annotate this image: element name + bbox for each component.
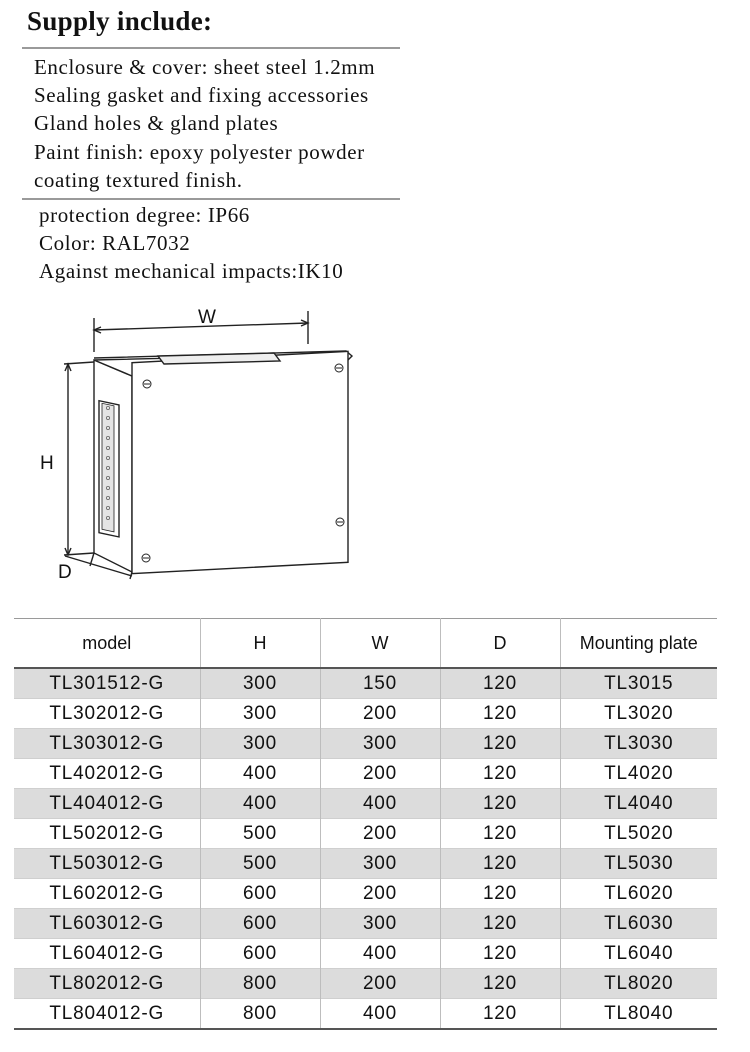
property-item: Against mechanical impacts:IK10 xyxy=(39,259,344,284)
table-row xyxy=(14,909,717,939)
mounting-plate-cell: TL8040 xyxy=(560,999,717,1030)
mounting-plate-cell: TL4040 xyxy=(560,789,717,819)
mounting-plate-cell: TL3030 xyxy=(560,729,717,759)
column-header-d: D xyxy=(440,619,560,669)
height-cell: 400 xyxy=(200,789,320,819)
mounting-plate-cell: TL8020 xyxy=(560,969,717,999)
height-cell: 300 xyxy=(200,699,320,729)
mounting-plate-cell: TL6020 xyxy=(560,879,717,909)
table-body xyxy=(14,668,717,1029)
width-cell: 400 xyxy=(320,999,440,1030)
property-list xyxy=(39,201,343,286)
height-cell: 500 xyxy=(200,819,320,849)
model-cell: TL404012-G xyxy=(14,789,200,819)
supply-item: Gland holes & gland plates xyxy=(34,111,279,136)
depth-cell: 120 xyxy=(440,729,560,759)
mounting-plate-cell: TL5030 xyxy=(560,849,717,879)
supply-item: Enclosure & cover: sheet steel 1.2mm xyxy=(34,55,376,79)
column-header-h: H xyxy=(200,619,320,669)
height-dimension xyxy=(64,362,94,555)
depth-cell: 120 xyxy=(440,939,560,969)
table-row xyxy=(14,969,717,999)
model-cell: TL503012-G xyxy=(14,849,200,879)
supply-item: coating textured finish. xyxy=(34,167,243,192)
depth-cell: 120 xyxy=(440,879,560,909)
model-cell: TL604012-G xyxy=(14,939,200,969)
width-cell: 200 xyxy=(320,879,440,909)
table-row xyxy=(14,939,717,969)
depth-cell: 120 xyxy=(440,759,560,789)
table-row xyxy=(14,729,717,759)
width-cell: 300 xyxy=(320,849,440,879)
mounting-plate-cell: TL4020 xyxy=(560,759,717,789)
width-cell: 300 xyxy=(320,729,440,759)
table-row xyxy=(14,819,717,849)
height-cell: 300 xyxy=(200,729,320,759)
width-cell: 200 xyxy=(320,759,440,789)
mounting-plate-cell: TL3020 xyxy=(560,699,717,729)
width-cell: 300 xyxy=(320,909,440,939)
model-cell: TL402012-G xyxy=(14,759,200,789)
page-heading: Supply include: xyxy=(27,6,213,36)
depth-cell: 120 xyxy=(440,789,560,819)
depth-cell: 120 xyxy=(440,909,560,939)
width-cell: 200 xyxy=(320,699,440,729)
table-header-row xyxy=(14,619,717,669)
model-cell: TL303012-G xyxy=(14,729,200,759)
table-row xyxy=(14,849,717,879)
table-row xyxy=(14,999,717,1030)
height-cell: 400 xyxy=(200,759,320,789)
table-row xyxy=(14,789,717,819)
mounting-plate-cell: TL3015 xyxy=(560,668,717,699)
table-row xyxy=(14,668,717,699)
column-header-model: model xyxy=(82,632,132,653)
model-cell: TL804012-G xyxy=(14,999,200,1030)
depth-label: D xyxy=(58,562,72,583)
enclosure-front-cover xyxy=(132,351,348,573)
model-cell: TL802012-G xyxy=(14,969,200,999)
table-row xyxy=(14,699,717,729)
model-cell: TL603012-G xyxy=(14,909,200,939)
width-cell: 400 xyxy=(320,939,440,969)
property-item: Color: RAL7032 xyxy=(39,231,191,256)
width-cell: 200 xyxy=(320,819,440,849)
column-header-w: W xyxy=(320,619,440,669)
mounting-plate-cell: TL5020 xyxy=(560,819,717,849)
supply-divider xyxy=(22,198,400,200)
height-cell: 500 xyxy=(200,849,320,879)
height-cell: 300 xyxy=(200,668,320,699)
height-cell: 600 xyxy=(200,939,320,969)
depth-cell: 120 xyxy=(440,699,560,729)
width-label: W xyxy=(198,307,216,328)
height-cell: 800 xyxy=(200,999,320,1030)
depth-cell: 120 xyxy=(440,849,560,879)
width-cell: 200 xyxy=(320,969,440,999)
specification-table xyxy=(14,618,717,1030)
depth-cell: 120 xyxy=(440,668,560,699)
heading-divider xyxy=(22,47,400,49)
width-cell: 400 xyxy=(320,789,440,819)
height-cell: 600 xyxy=(200,909,320,939)
model-cell: TL602012-G xyxy=(14,879,200,909)
model-cell: TL301512-G xyxy=(14,668,200,699)
table-row xyxy=(14,759,717,789)
mounting-plate-cell: TL6030 xyxy=(560,909,717,939)
property-item: protection degree: IP66 xyxy=(39,203,250,227)
model-cell: TL302012-G xyxy=(14,699,200,729)
depth-cell: 120 xyxy=(440,999,560,1030)
supply-item: Sealing gasket and fixing accessories xyxy=(34,83,369,108)
mounting-plate-cell: TL6040 xyxy=(560,939,717,969)
height-label: H xyxy=(40,453,54,474)
model-cell: TL502012-G xyxy=(14,819,200,849)
supply-list xyxy=(34,53,375,194)
height-cell: 600 xyxy=(200,879,320,909)
height-cell: 800 xyxy=(200,969,320,999)
supply-item: Paint finish: epoxy polyester powder xyxy=(34,139,365,164)
width-cell: 150 xyxy=(320,668,440,699)
enclosure-drawing xyxy=(30,296,370,596)
column-header-mounting-plate: Mounting plate xyxy=(560,619,717,669)
depth-cell: 120 xyxy=(440,969,560,999)
table-row xyxy=(14,879,717,909)
depth-cell: 120 xyxy=(440,819,560,849)
